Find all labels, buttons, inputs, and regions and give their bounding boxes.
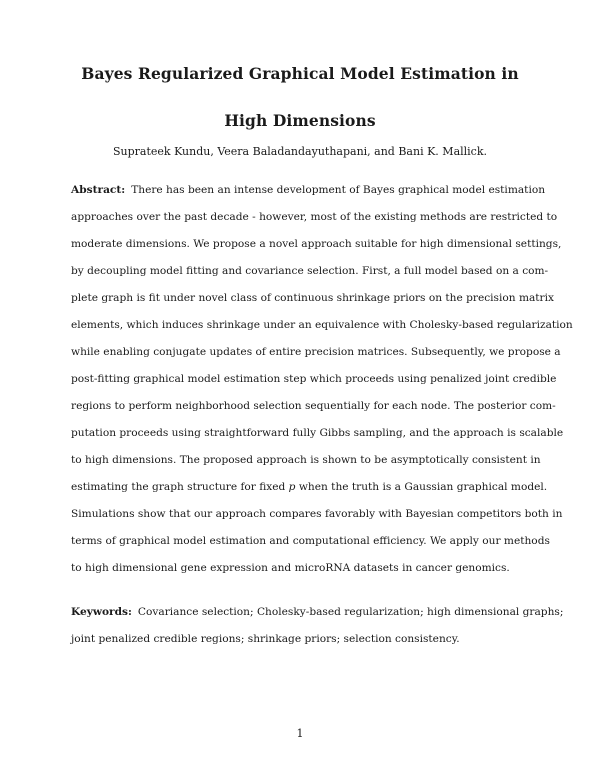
abstract-line: regions to perform neighborhood selection sequentially for each node. The posterior com- [71, 400, 556, 412]
abstract-line: post-fitting graphical model estimation step which proceeds using penalized joint credible [71, 373, 557, 385]
keywords [71, 604, 564, 658]
abstract-line: putation proceeds using straightforward fully Gibbs sampling, and the approach is scalable [71, 427, 564, 439]
paper-title-line-2: High Dimensions [224, 111, 376, 130]
keywords-line-text: Covariance selection; Cholesky-based regularization; high dimensional graphs; [137, 606, 564, 618]
paper-title-line-1: Bayes Regularized Graphical Model Estimation in [81, 64, 519, 83]
abstract [71, 182, 573, 587]
page-number: 1 [296, 727, 304, 740]
abstract-line-text: There has been an intense development of Bayes graphical model estimation [131, 184, 546, 196]
abstract-line: elements, which induces shrinkage under an equivalence with Cholesky-based regularization [71, 319, 573, 331]
abstract-label: Abstract: [71, 184, 126, 196]
abstract-line: estimating the graph structure for fixed p when the truth is a Gaussian graphical model. [71, 481, 548, 493]
abstract-line: moderate dimensions. We propose a novel approach suitable for high dimensional settings, [71, 238, 562, 250]
keywords-line [71, 604, 564, 631]
abstract-line [71, 182, 546, 209]
abstract-line: to high dimensions. The proposed approach is shown to be asymptotically consistent in [71, 454, 541, 466]
abstract-line: approaches over the past decade - however, most of the existing methods are restricted to [71, 211, 558, 223]
keywords-label: Keywords: [71, 606, 132, 618]
abstract-line: Simulations show that our approach compares favorably with Bayesian competitors both in [71, 508, 563, 520]
keywords-line: joint penalized credible regions; shrinkage priors; selection consistency. [71, 633, 460, 645]
abstract-line: by decoupling model fitting and covariance selection. First, a full model based on a com- [71, 265, 549, 277]
authors: Suprateek Kundu, Veera Baladandayuthapani, and Bani K. Mallick. [113, 145, 487, 158]
abstract-line: terms of graphical model estimation and computational efficiency. We apply our methods [71, 535, 550, 547]
abstract-line: plete graph is fit under novel class of continuous shrinkage priors on the precision matrix [71, 292, 554, 304]
abstract-line: while enabling conjugate updates of entire precision matrices. Subsequently, we propose a [71, 346, 561, 358]
abstract-line: to high dimensional gene expression and microRNA datasets in cancer genomics. [71, 562, 510, 574]
